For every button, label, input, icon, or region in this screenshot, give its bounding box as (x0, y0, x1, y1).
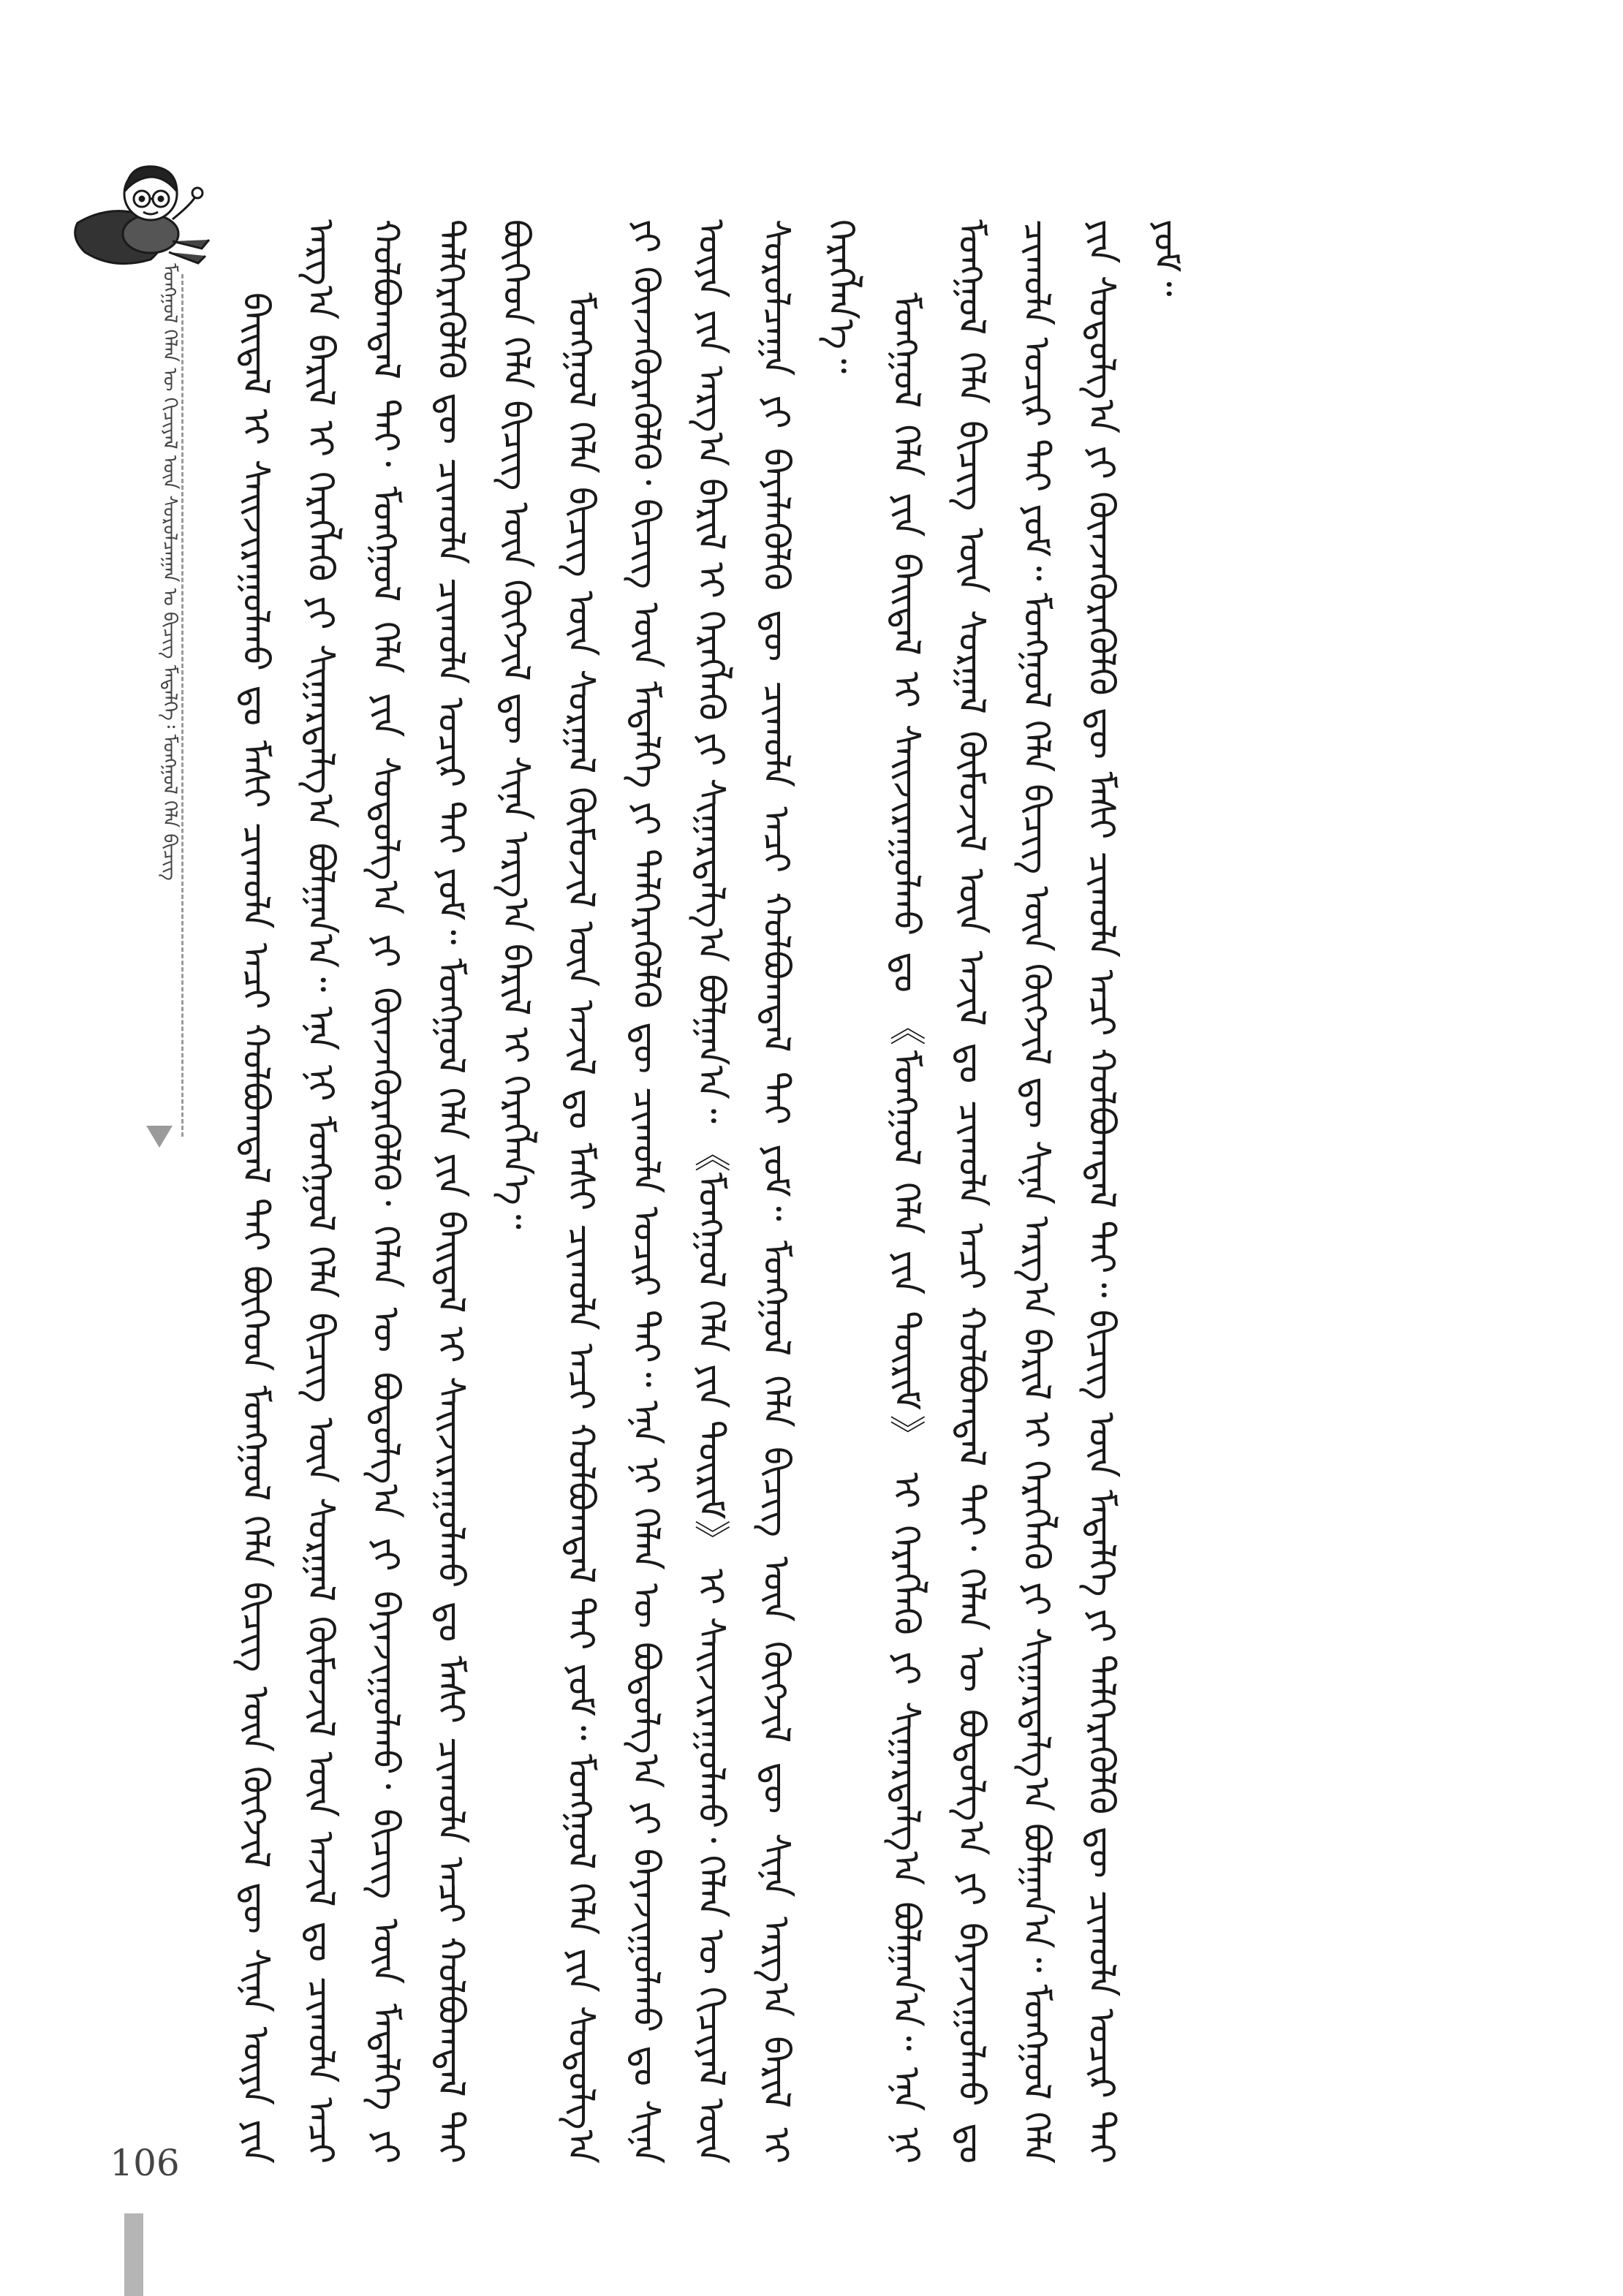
triangle-marker-icon (146, 1126, 173, 1148)
running-header: ᠮᠣᠩᠭᠣᠯ ᠬᠡᠯᠡᠨ ᠦ ᠬᠢᠴᠢᠶᠡᠯ ᠦᠨ ᠰᠤᠷᠤᠯᠴᠠᠭᠠᠨ ᠤ ᠪᠢᠴᠢᠭ ᠮᠡᠳᠡᠯᠭᠡ᠄ ᠮᠣᠩᠭᠣᠯ ᠬᠡᠯᠡ ᠪᠢᠴᠢᠭ (159, 263, 181, 881)
page-edge-bar (124, 2213, 143, 2296)
page-number: 106 (110, 2142, 180, 2184)
mascot-illustration (63, 132, 231, 285)
body-text (223, 219, 1437, 2164)
paragraph: ᠮᠣᠩᠭᠣᠯ ᠬᠡᠯᠡ ᠶᠢᠨ ᠪᠠᠢᠳᠠᠯ ᠢ ᠰᠠᠢᠵᠢᠷᠠᠭᠤᠯᠬᠤ ᠳᠤ 《ᠮᠣᠩᠭᠣᠯ ᠬᠡᠯᠡ ᠶᠢᠨ ᠳᠦᠷᠢᠮ》 ᠢ ᠬᠡᠷᠡᠭᠯᠡᠬᠦ ᠶᠢ ᠰᠢᠭᠠᠷᠳᠠᠯᠭ᠎ᠠ ᠪᠣᠯᠭᠠᠨ᠎ᠠ᠃ ᠡᠨᠡ ᠨᠢ ᠮᠣᠩᠭᠣᠯ ᠬᠡᠯᠡ ᠪᠢᠴᠢᠭ ᠦᠨ ᠰᠤᠷᠭᠠᠯ ᠬᠦᠮᠦᠵᠢᠯ ᠦᠨ ᠠᠵᠢᠯ ᠳᠤ ᠴᠢᠬᠤᠯᠠ ᠠᠴᠢ ᠬᠣᠯᠪᠣᠭᠳᠠᠯ ᠲᠠᠢ᠂ ᠬᠡᠯᠡᠨ ᠦ ᠪᠤᠳᠤᠯᠭ᠎ᠠ ᠶᠢ ᠪᠠᠶᠠᠵᠢᠭᠤᠯᠬᠤ ᠳᠤ ᠴᠢᠬᠤᠯᠠ ᠤᠴᠢᠷ ᠲᠠᠢ ᠶᠤᠮ᠃ ᠮᠣᠩᠭᠣᠯ ᠬᠡᠯᠡ ᠪᠢᠴᠢᠭ ᠦᠨ ᠬᠥᠭᠵᠢᠯ ᠳᠦ ᠰᠢᠨᠡ ᠠᠷᠭ᠎ᠠ ᠪᠠᠷᠢᠯ ᠢ ᠬᠡᠷᠡᠭᠯᠡᠬᠦ ᠶᠢ ᠰᠢᠭᠠᠷᠳᠠᠯᠭ᠎ᠠ ᠪᠣᠯᠭᠠᠨ᠎ᠠ᠃ ᠮᠣᠩᠭᠣᠯ ᠬᠡᠯᠡ ᠶᠢᠨ ᠰᠤᠳᠤᠯᠭ᠎ᠠ ᠶᠢ ᠭᠦᠨᠵᠡᠭᠦᠷᠡᠭᠦᠯᠬᠦ ᠳᠦ ᠮᠠᠰᠢ ᠴᠢᠬᠤᠯᠠ ᠠᠴᠢ ᠬᠣᠯᠪᠣᠭᠳᠠᠯ ᠲᠠᠢ᠃ ᠪᠢᠴᠢᠭ ᠦᠨ ᠮᠡᠳᠡᠯᠭᠡ ᠶᠢ ᠳᠡᠯᠭᠡᠷᠡᠭᠦᠯᠬᠦ ᠳᠦ ᠴᠢᠬᠤᠯᠠ ᠤᠴᠢᠷ ᠲᠠᠢ ᠶᠤᠮ᠃ (885, 219, 1188, 2164)
mascot-figure (75, 167, 209, 264)
header-divider (181, 274, 184, 1137)
paragraph: ᠮᠣᠩᠭᠣᠯ ᠬᠡᠯᠡ ᠪᠢᠴᠢᠭ ᠦᠨ ᠰᠤᠷᠭᠠᠯ ᠬᠦᠮᠦᠵᠢᠯ ᠦᠨ ᠠᠵᠢᠯ ᠳᠤ ᠮᠠᠰᠢ ᠴᠢᠬᠤᠯᠠ ᠠᠴᠢ ᠬᠣᠯᠪᠣᠭᠳᠠᠯ ᠲᠠᠢ ᠶᠤᠮ᠃ ᠮᠣᠩᠭᠣᠯ ᠬᠡᠯᠡ ᠶᠢᠨ ᠰᠤᠳᠤᠯᠭ᠎ᠠ ᠶᠢ ᠭᠦᠨᠵᠡᠭᠦᠷᠡᠭᠦᠯᠬᠦ᠂ ᠪᠢᠴᠢᠭ ᠦᠨ ᠮᠡᠳᠡᠯᠭᠡ ᠶᠢ ᠳᠡᠯᠭᠡᠷᠡᠭᠦᠯᠬᠦ ᠳᠦ ᠴᠢᠬᠤᠯᠠ ᠤᠴᠢᠷ ᠲᠠᠢ᠃ ᠡᠨᠡ ᠨᠢ ᠬᠡᠯᠡᠨ ᠦ ᠪᠤᠳᠤᠯᠭ᠎ᠠ ᠶᠢ ᠪᠠᠶᠠᠵᠢᠭᠤᠯᠬᠤ ᠳᠤ ᠰᠢᠨᠡ ᠦᠶᠡ ᠶᠢᠨ ᠠᠷᠭ᠎ᠠ ᠪᠠᠷᠢᠯ ᠢ ᠬᠡᠷᠡᠭᠯᠡᠬᠦ ᠶᠢ ᠰᠢᠭᠠᠷᠳᠠᠯᠭ᠎ᠠ ᠪᠣᠯᠭᠠᠨ᠎ᠠ᠃ 《ᠮᠣᠩᠭᠣᠯ ᠬᠡᠯᠡ ᠶᠢᠨ ᠳᠦᠷᠢᠮ》 ᠢ ᠰᠠᠢᠵᠢᠷᠠᠭᠤᠯᠬᠤ᠂ ᠬᠡᠯᠡᠨ ᠦ ᠬᠢᠴᠢᠶᠡᠯ ᠦᠨ ᠰᠤᠷᠤᠯᠴᠠᠭᠠ ᠶᠢ ᠪᠡᠶᠡᠯᠡᠭᠦᠯᠬᠦ ᠳᠦ ᠴᠢᠬᠤᠯᠠ ᠠᠴᠢ ᠬᠣᠯᠪᠣᠭᠳᠠᠯ ᠲᠠᠢ ᠶᠤᠮ᠃ ᠮᠣᠩᠭᠣᠯ ᠬᠡᠯᠡ ᠪᠢᠴᠢᠭ ᠦᠨ ᠬᠥᠭᠵᠢᠯ ᠳᠦ ᠰᠢᠨᠡ ᠠᠷᠭ᠎ᠠ ᠪᠠᠷᠢᠯ ᠢ ᠬᠡᠷᠡᠭᠯᠡᠨ᠎ᠡ᠃ (560, 219, 863, 2164)
paragraph: ᠪᠠᠢᠳᠠᠯ ᠢ ᠰᠠᠢᠵᠢᠷᠠᠭᠤᠯᠬᠤ ᠳᠤ ᠮᠠᠰᠢ ᠴᠢᠬᠤᠯᠠ ᠠᠴᠢ ᠬᠣᠯᠪᠣᠭᠳᠠᠯ ᠲᠠᠢ ᠪᠥᠭᠡᠳ ᠮᠣᠩᠭᠣᠯ ᠬᠡᠯᠡ ᠪᠢᠴᠢᠭ ᠦᠨ ᠬᠥᠭᠵᠢᠯ ᠳᠦ ᠰᠢᠨᠡ ᠦᠶᠡ ᠶᠢᠨ ᠠᠷᠭ᠎ᠠ ᠪᠠᠷᠢᠯ ᠢ ᠬᠡᠷᠡᠭᠯᠡᠬᠦ ᠶᠢ ᠰᠢᠭᠠᠷᠳᠠᠯᠭ᠎ᠠ ᠪᠣᠯᠭᠠᠨ᠎ᠠ᠃ ᠡᠨᠡ ᠨᠢ ᠮᠣᠩᠭᠣᠯ ᠬᠡᠯᠡ ᠪᠢᠴᠢᠭ ᠦᠨ ᠰᠤᠷᠭᠠᠯ ᠬᠦᠮᠦᠵᠢᠯ ᠦᠨ ᠠᠵᠢᠯ ᠳᠤ ᠴᠢᠬᠤᠯᠠ ᠠᠴᠢ ᠬᠣᠯᠪᠣᠭᠳᠠᠯ ᠲᠠᠢ᠂ ᠮᠣᠩᠭᠣᠯ ᠬᠡᠯᠡ ᠶᠢᠨ ᠰᠤᠳᠤᠯᠭ᠎ᠠ ᠶᠢ ᠭᠦᠨᠵᠡᠭᠦᠷᠡᠭᠦᠯᠬᠦ᠂ ᠬᠡᠯᠡᠨ ᠦ ᠪᠤᠳᠤᠯᠭ᠎ᠠ ᠶᠢ ᠪᠠᠶᠠᠵᠢᠭᠤᠯᠬᠤ᠂ ᠪᠢᠴᠢᠭ ᠦᠨ ᠮᠡᠳᠡᠯᠭᠡ ᠶᠢ ᠳᠡᠯᠭᠡᠷᠡᠭᠦᠯᠬᠦ ᠳᠦ ᠴᠢᠬᠤᠯᠠ ᠴᠢᠬᠤᠯᠠ ᠤᠴᠢᠷ ᠲᠠᠢ ᠶᠤᠮ᠃ ᠮᠣᠩᠭᠣᠯ ᠬᠡᠯᠡ ᠶᠢᠨ ᠪᠠᠢᠳᠠᠯ ᠢ ᠰᠠᠢᠵᠢᠷᠠᠭᠤᠯᠬᠤ ᠳᠤ ᠮᠠᠰᠢ ᠴᠢᠬᠤᠯᠠ ᠠᠴᠢ ᠬᠣᠯᠪᠣᠭᠳᠠᠯ ᠲᠠᠢ ᠪᠥᠭᠡᠳ ᠬᠡᠯᠡ ᠪᠢᠴᠢᠭ ᠦᠨ ᠬᠥᠭᠵᠢᠯ ᠳᠦ ᠰᠢᠨᠡ ᠠᠷᠭ᠎ᠠ ᠪᠠᠷᠢᠯ ᠢ ᠬᠡᠷᠡᠭᠯᠡᠨ᠎ᠡ᠃ (235, 219, 537, 2164)
